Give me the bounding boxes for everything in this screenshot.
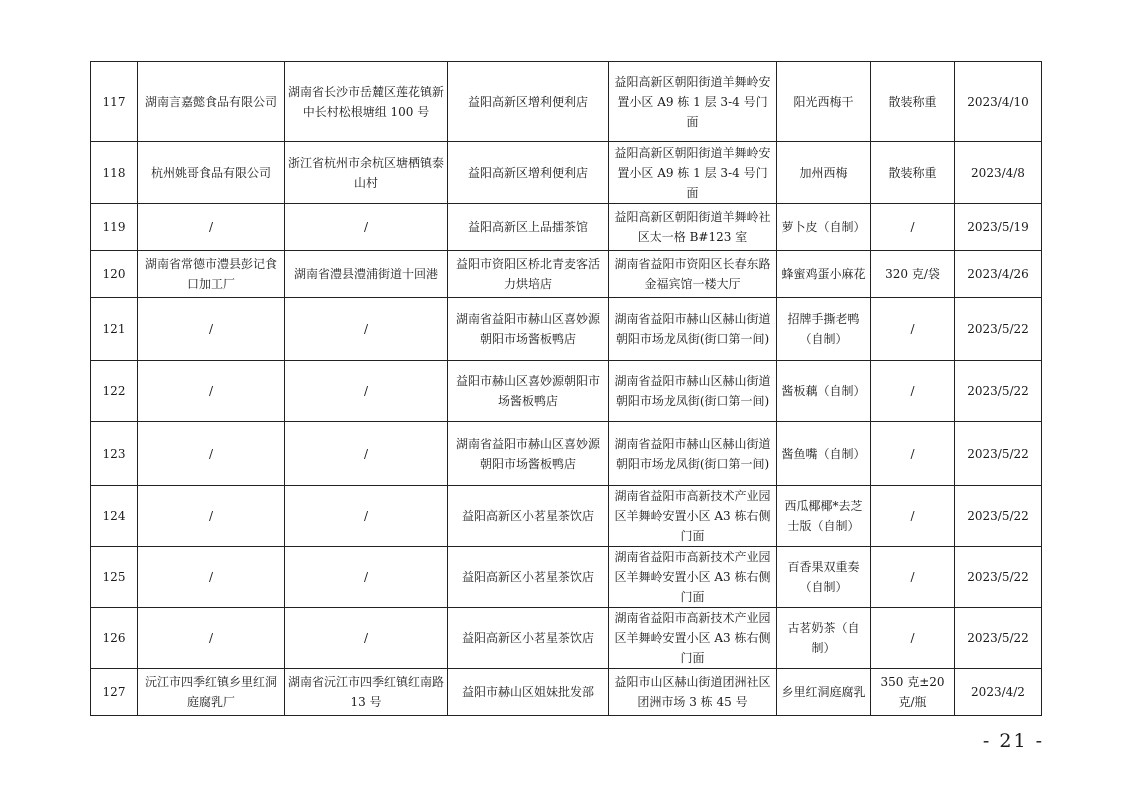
cell-date: 2023/4/2 bbox=[955, 669, 1042, 716]
cell-product: 招牌手撕老鸭（自制） bbox=[777, 298, 871, 361]
cell-no: 120 bbox=[91, 251, 138, 298]
cell-seller-address: 湖南省益阳市赫山区赫山街道朝阳市场龙凤街(街口第一间) bbox=[609, 422, 777, 486]
table-row bbox=[91, 486, 1042, 547]
cell-spec: 散装称重 bbox=[871, 62, 955, 142]
cell-product: 萝卜皮（自制） bbox=[777, 204, 871, 251]
cell-producer-address: 湖南省澧县澧浦街道十回港 bbox=[285, 251, 448, 298]
cell-date: 2023/5/19 bbox=[955, 204, 1042, 251]
cell-date: 2023/5/22 bbox=[955, 298, 1042, 361]
cell-seller-address: 益阳高新区朝阳街道羊舞岭安置小区 A9 栋 1 层 3-4 号门面 bbox=[609, 62, 777, 142]
cell-seller: 益阳高新区小茗星茶饮店 bbox=[448, 486, 609, 547]
cell-producer-address: 浙江省杭州市余杭区塘栖镇泰山村 bbox=[285, 142, 448, 204]
cell-seller: 益阳高新区小茗星茶饮店 bbox=[448, 547, 609, 608]
cell-date: 2023/4/10 bbox=[955, 62, 1042, 142]
table-row bbox=[91, 298, 1042, 361]
cell-producer: / bbox=[138, 486, 285, 547]
cell-producer-address: / bbox=[285, 486, 448, 547]
table-row bbox=[91, 251, 1042, 298]
cell-spec: / bbox=[871, 298, 955, 361]
table-row bbox=[91, 62, 1042, 142]
cell-producer: 沅江市四季红镇乡里红洞庭腐乳厂 bbox=[138, 669, 285, 716]
cell-seller: 益阳高新区上品擂茶馆 bbox=[448, 204, 609, 251]
cell-seller-address: 益阳市山区赫山街道团洲社区团洲市场 3 栋 45 号 bbox=[609, 669, 777, 716]
cell-spec: / bbox=[871, 422, 955, 486]
cell-spec: / bbox=[871, 608, 955, 669]
cell-producer-address: / bbox=[285, 422, 448, 486]
cell-product: 酱鱼嘴（自制） bbox=[777, 422, 871, 486]
cell-seller: 益阳市赫山区喜妙源朝阳市场酱板鸭店 bbox=[448, 361, 609, 422]
cell-spec: / bbox=[871, 486, 955, 547]
cell-seller: 湖南省益阳市赫山区喜妙源朝阳市场酱板鸭店 bbox=[448, 298, 609, 361]
cell-producer-address: / bbox=[285, 298, 448, 361]
cell-product: 百香果双重奏（自制） bbox=[777, 547, 871, 608]
cell-date: 2023/5/22 bbox=[955, 486, 1042, 547]
cell-product: 加州西梅 bbox=[777, 142, 871, 204]
cell-seller: 益阳高新区增利便利店 bbox=[448, 62, 609, 142]
cell-spec: 320 克/袋 bbox=[871, 251, 955, 298]
cell-spec: 散装称重 bbox=[871, 142, 955, 204]
table-body bbox=[91, 62, 1042, 716]
table-row bbox=[91, 142, 1042, 204]
page-number: - 21 - bbox=[982, 730, 1044, 752]
cell-seller-address: 湖南省益阳市高新技术产业园区羊舞岭安置小区 A3 栋右侧门面 bbox=[609, 608, 777, 669]
cell-no: 117 bbox=[91, 62, 138, 142]
cell-producer: / bbox=[138, 422, 285, 486]
cell-producer: 湖南省常德市澧县彭记食口加工厂 bbox=[138, 251, 285, 298]
cell-product: 古茗奶茶（自制） bbox=[777, 608, 871, 669]
cell-date: 2023/5/22 bbox=[955, 361, 1042, 422]
cell-seller: 益阳高新区小茗星茶饮店 bbox=[448, 608, 609, 669]
cell-no: 118 bbox=[91, 142, 138, 204]
table-row bbox=[91, 204, 1042, 251]
cell-producer-address: 湖南省沅江市四季红镇红南路 13 号 bbox=[285, 669, 448, 716]
cell-seller-address: 益阳高新区朝阳街道羊舞岭社区太一格 B#123 室 bbox=[609, 204, 777, 251]
cell-date: 2023/4/26 bbox=[955, 251, 1042, 298]
cell-seller-address: 益阳高新区朝阳街道羊舞岭安置小区 A9 栋 1 层 3-4 号门面 bbox=[609, 142, 777, 204]
cell-producer: / bbox=[138, 608, 285, 669]
cell-seller-address: 湖南省益阳市高新技术产业园区羊舞岭安置小区 A3 栋右侧门面 bbox=[609, 547, 777, 608]
cell-date: 2023/5/22 bbox=[955, 608, 1042, 669]
cell-no: 119 bbox=[91, 204, 138, 251]
cell-seller: 湖南省益阳市赫山区喜妙源朝阳市场酱板鸭店 bbox=[448, 422, 609, 486]
cell-producer-address: 湖南省长沙市岳麓区莲花镇新中长村松根塘组 100 号 bbox=[285, 62, 448, 142]
cell-spec: 350 克±20 克/瓶 bbox=[871, 669, 955, 716]
cell-date: 2023/5/22 bbox=[955, 547, 1042, 608]
cell-producer-address: / bbox=[285, 204, 448, 251]
cell-producer: / bbox=[138, 204, 285, 251]
cell-producer: / bbox=[138, 547, 285, 608]
cell-seller: 益阳高新区增利便利店 bbox=[448, 142, 609, 204]
cell-producer-address: / bbox=[285, 608, 448, 669]
cell-no: 123 bbox=[91, 422, 138, 486]
cell-no: 124 bbox=[91, 486, 138, 547]
cell-product: 酱板藕（自制） bbox=[777, 361, 871, 422]
cell-no: 122 bbox=[91, 361, 138, 422]
table-row bbox=[91, 608, 1042, 669]
table-row bbox=[91, 547, 1042, 608]
cell-product: 阳光西梅干 bbox=[777, 62, 871, 142]
cell-product: 西瓜椰椰*去芝士版（自制） bbox=[777, 486, 871, 547]
inspection-records-table bbox=[90, 61, 1042, 716]
cell-producer-address: / bbox=[285, 361, 448, 422]
cell-producer: / bbox=[138, 298, 285, 361]
cell-product: 乡里红洞庭腐乳 bbox=[777, 669, 871, 716]
cell-spec: / bbox=[871, 547, 955, 608]
table-row bbox=[91, 669, 1042, 716]
cell-seller-address: 湖南省益阳市赫山区赫山街道朝阳市场龙凤街(街口第一间) bbox=[609, 361, 777, 422]
cell-no: 127 bbox=[91, 669, 138, 716]
cell-no: 126 bbox=[91, 608, 138, 669]
cell-seller-address: 湖南省益阳市高新技术产业园区羊舞岭安置小区 A3 栋右侧门面 bbox=[609, 486, 777, 547]
cell-no: 121 bbox=[91, 298, 138, 361]
cell-producer: 杭州姚哥食品有限公司 bbox=[138, 142, 285, 204]
cell-seller-address: 湖南省益阳市赫山区赫山街道朝阳市场龙凤街(街口第一间) bbox=[609, 298, 777, 361]
cell-producer: / bbox=[138, 361, 285, 422]
cell-spec: / bbox=[871, 204, 955, 251]
table-row bbox=[91, 422, 1042, 486]
cell-spec: / bbox=[871, 361, 955, 422]
cell-product: 蜂蜜鸡蛋小麻花 bbox=[777, 251, 871, 298]
cell-producer-address: / bbox=[285, 547, 448, 608]
cell-producer: 湖南言嘉懿食品有限公司 bbox=[138, 62, 285, 142]
cell-seller: 益阳市赫山区姐妹批发部 bbox=[448, 669, 609, 716]
cell-seller: 益阳市资阳区桥北青麦客活力烘培店 bbox=[448, 251, 609, 298]
cell-seller-address: 湖南省益阳市资阳区长春东路金福宾馆一楼大厅 bbox=[609, 251, 777, 298]
table-row bbox=[91, 361, 1042, 422]
cell-date: 2023/5/22 bbox=[955, 422, 1042, 486]
cell-date: 2023/4/8 bbox=[955, 142, 1042, 204]
cell-no: 125 bbox=[91, 547, 138, 608]
